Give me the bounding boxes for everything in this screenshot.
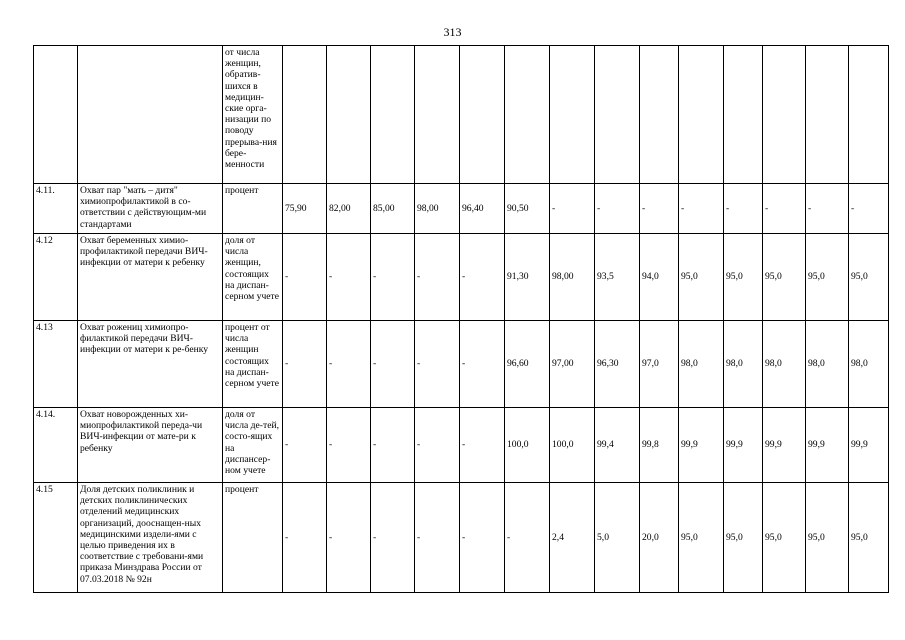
value-cell: 99,8 — [640, 408, 679, 483]
table-row — [34, 483, 889, 593]
indicator-name-cell: Доля детских поликлиник и детских поликлинических отделений медицинских организаций, дооснащен-ных медицинскими издели-ями с целью приведения их в соответствие с требовани-ями приказа Минздрава России от 07.03.2018 № 92н — [78, 483, 223, 593]
indicator-name-cell — [78, 46, 223, 184]
row-index-cell: 4.13 — [34, 321, 78, 408]
value-cell: 96,30 — [595, 321, 640, 408]
unit-cell: доля от числа де-тей, состо-ящих на диспансер-ном учете — [223, 408, 283, 483]
value-cell: - — [371, 234, 415, 321]
value-cell: 95,0 — [724, 234, 763, 321]
row-index-cell: 4.15 — [34, 483, 78, 593]
value-cell: 99,9 — [724, 408, 763, 483]
value-cell — [283, 46, 327, 184]
value-cell: 99,9 — [679, 408, 724, 483]
unit-cell: процент — [223, 184, 283, 234]
row-index-cell: 4.14. — [34, 408, 78, 483]
value-cell — [371, 46, 415, 184]
value-cell — [806, 46, 849, 184]
value-cell: - — [595, 184, 640, 234]
value-cell: - — [415, 321, 460, 408]
value-cell: - — [550, 184, 595, 234]
unit-cell: от числа женщин, обратив-шихся в медицин-ские орга-низации по поводу прерыва-ния бере-менности — [223, 46, 283, 184]
value-cell: 91,30 — [505, 234, 550, 321]
value-cell — [505, 46, 550, 184]
table-row — [34, 234, 889, 321]
page-number: 313 — [443, 25, 462, 39]
value-cell — [849, 46, 889, 184]
value-cell: - — [640, 184, 679, 234]
value-cell: - — [327, 483, 371, 593]
value-cell: 99,9 — [849, 408, 889, 483]
unit-cell: процент — [223, 483, 283, 593]
value-cell: 5,0 — [595, 483, 640, 593]
value-cell: 99,4 — [595, 408, 640, 483]
value-cell: 95,0 — [806, 483, 849, 593]
row-index-cell — [34, 46, 78, 184]
value-cell: 95,0 — [763, 483, 806, 593]
value-cell: - — [415, 483, 460, 593]
value-cell: - — [806, 184, 849, 234]
indicator-name-cell: Охват новорожденных хи-миопрофилактикой переда-чи ВИЧ-инфекции от мате-ри к ребенку — [78, 408, 223, 483]
value-cell — [679, 46, 724, 184]
value-cell: - — [371, 408, 415, 483]
value-cell: - — [415, 234, 460, 321]
value-cell: - — [763, 184, 806, 234]
value-cell — [550, 46, 595, 184]
value-cell: - — [505, 483, 550, 593]
value-cell — [415, 46, 460, 184]
value-cell: 98,0 — [679, 321, 724, 408]
value-cell: 94,0 — [640, 234, 679, 321]
value-cell: 95,0 — [849, 234, 889, 321]
value-cell: - — [724, 184, 763, 234]
value-cell: 95,0 — [724, 483, 763, 593]
table-row — [34, 184, 889, 234]
value-cell: 95,0 — [849, 483, 889, 593]
table-body — [34, 46, 889, 593]
value-cell: 98,00 — [415, 184, 460, 234]
value-cell: - — [460, 483, 505, 593]
value-cell: 97,0 — [640, 321, 679, 408]
value-cell: 75,90 — [283, 184, 327, 234]
value-cell: - — [460, 408, 505, 483]
unit-cell: процент от числа женщин состоящих на диспан-серном учете — [223, 321, 283, 408]
value-cell: 90,50 — [505, 184, 550, 234]
value-cell: 99,9 — [806, 408, 849, 483]
value-cell: 95,0 — [763, 234, 806, 321]
value-cell: 99,9 — [763, 408, 806, 483]
table-row — [34, 46, 889, 184]
value-cell: 98,00 — [550, 234, 595, 321]
value-cell: 95,0 — [679, 483, 724, 593]
value-cell: 20,0 — [640, 483, 679, 593]
value-cell: 96,40 — [460, 184, 505, 234]
value-cell: - — [283, 234, 327, 321]
value-cell: - — [415, 408, 460, 483]
row-index-cell: 4.11. — [34, 184, 78, 234]
indicator-table — [33, 45, 889, 593]
value-cell: - — [460, 321, 505, 408]
unit-cell: доля от числа женщин, состоящих на диспан-серном учете — [223, 234, 283, 321]
value-cell: - — [327, 408, 371, 483]
value-cell: 93,5 — [595, 234, 640, 321]
indicator-name-cell: Охват пар "мать – дитя" химиопрофилактикой в со-ответствии с действующим-ми стандартами — [78, 184, 223, 234]
value-cell — [724, 46, 763, 184]
value-cell: - — [327, 234, 371, 321]
value-cell: 82,00 — [327, 184, 371, 234]
value-cell: 96,60 — [505, 321, 550, 408]
value-cell — [460, 46, 505, 184]
table-row — [34, 321, 889, 408]
value-cell: - — [371, 483, 415, 593]
value-cell: 98,0 — [763, 321, 806, 408]
value-cell: - — [283, 408, 327, 483]
value-cell: - — [849, 184, 889, 234]
value-cell — [327, 46, 371, 184]
indicator-name-cell: Охват беременных химио-профилактикой передачи ВИЧ-инфекции от матери к ребенку — [78, 234, 223, 321]
value-cell: - — [283, 483, 327, 593]
value-cell: 100,0 — [505, 408, 550, 483]
value-cell: 98,0 — [806, 321, 849, 408]
table-row — [34, 408, 889, 483]
value-cell: 95,0 — [806, 234, 849, 321]
value-cell: 2,4 — [550, 483, 595, 593]
value-cell: - — [283, 321, 327, 408]
value-cell — [763, 46, 806, 184]
value-cell: - — [327, 321, 371, 408]
value-cell: - — [371, 321, 415, 408]
indicator-name-cell: Охват рожениц химиопро-филактикой передачи ВИЧ-инфекции от матери к ре-бенку — [78, 321, 223, 408]
value-cell: 97,00 — [550, 321, 595, 408]
value-cell: 100,0 — [550, 408, 595, 483]
value-cell: 85,00 — [371, 184, 415, 234]
value-cell: - — [460, 234, 505, 321]
value-cell: 98,0 — [849, 321, 889, 408]
value-cell: 98,0 — [724, 321, 763, 408]
row-index-cell: 4.12 — [34, 234, 78, 321]
value-cell — [640, 46, 679, 184]
value-cell: 95,0 — [679, 234, 724, 321]
value-cell — [595, 46, 640, 184]
value-cell: - — [679, 184, 724, 234]
